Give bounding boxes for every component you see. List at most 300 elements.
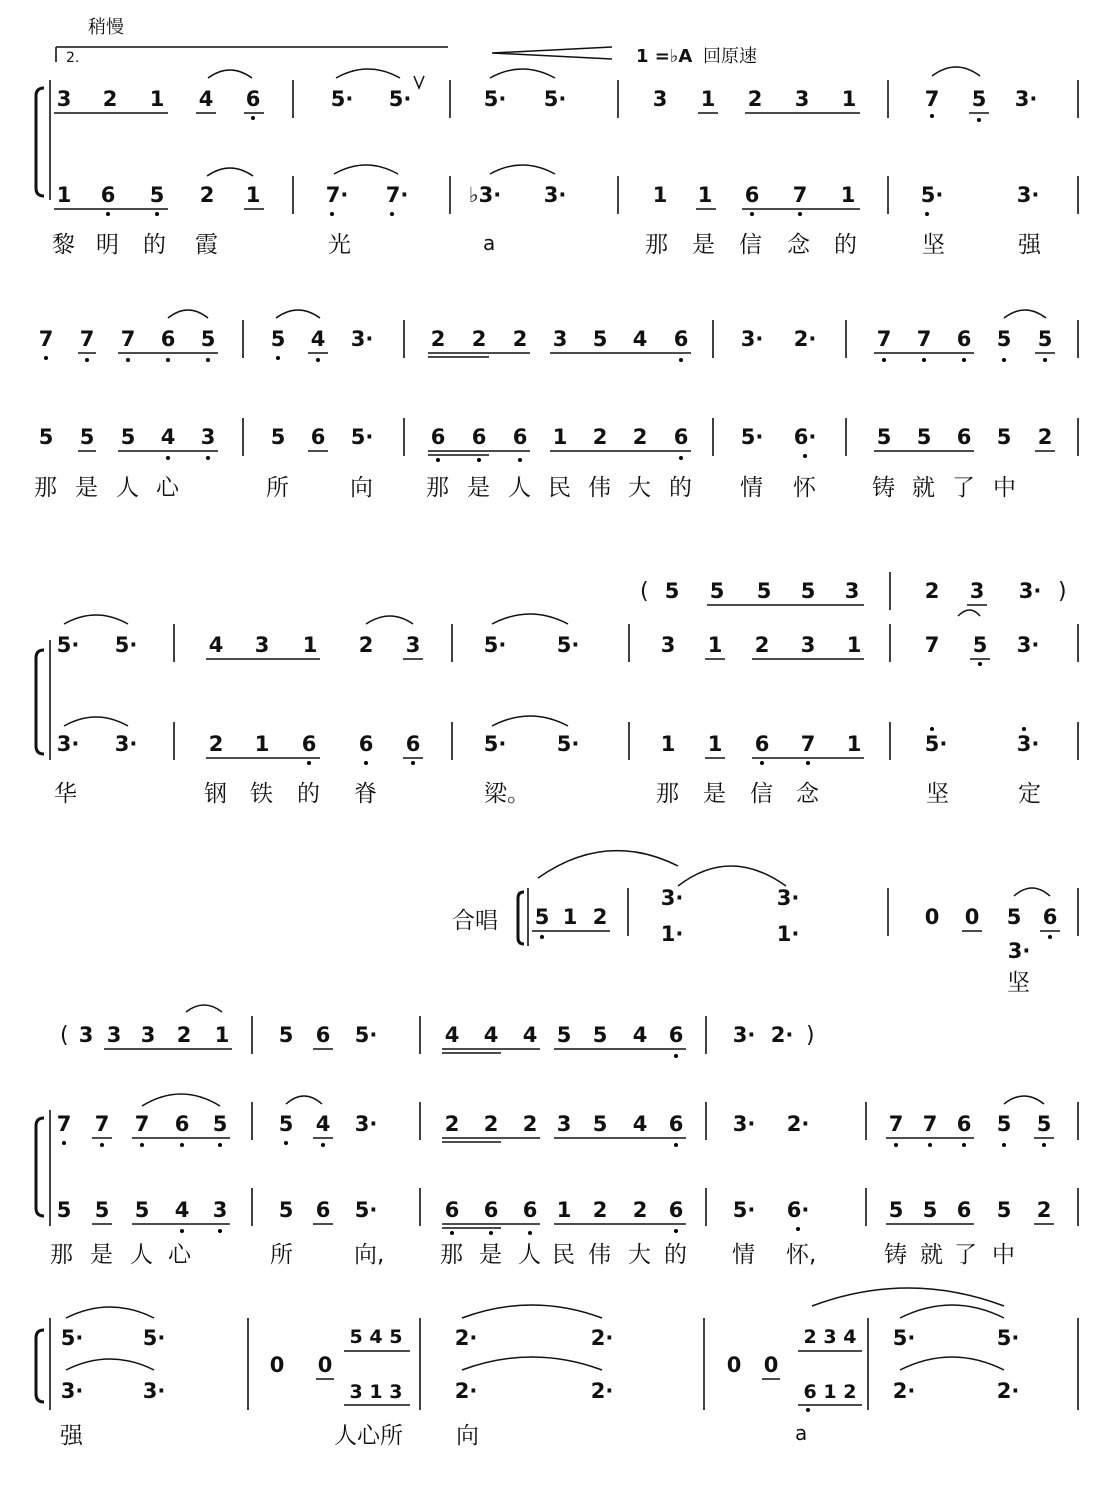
- note: 4: [208, 633, 224, 657]
- note: 1: [552, 425, 568, 449]
- slur: [492, 716, 568, 726]
- lyric-syllable: 光: [328, 232, 351, 258]
- note: 3: [106, 1023, 122, 1047]
- note: 4: [522, 1023, 538, 1047]
- note: 5·: [556, 732, 580, 756]
- octave-dot: [978, 662, 982, 666]
- note: 3·: [776, 886, 800, 910]
- note: 2: [199, 183, 215, 207]
- octave-dot: [760, 761, 764, 765]
- note: 6: [668, 1198, 684, 1222]
- note: 2·: [996, 1379, 1020, 1403]
- octave-dot: [518, 458, 522, 462]
- note: 5: [94, 1198, 110, 1222]
- slur: [276, 310, 320, 318]
- note: 2: [632, 1198, 648, 1222]
- octave-dot: [674, 1143, 678, 1147]
- octave-dot: [1002, 358, 1006, 362]
- note: 3·: [350, 327, 374, 351]
- note: 2·: [590, 1379, 614, 1403]
- octave-dot: [1043, 358, 1047, 362]
- note: 7: [916, 327, 932, 351]
- note: 2: [1037, 425, 1053, 449]
- octave-dot: [106, 212, 110, 216]
- note: 3·: [543, 183, 567, 207]
- note: 6·: [793, 425, 817, 449]
- note: 5: [1006, 905, 1022, 929]
- note: 3: [800, 633, 816, 657]
- note: 6: [956, 425, 972, 449]
- note: 3·: [56, 732, 80, 756]
- decrescendo-mark: [492, 47, 612, 59]
- note: 5: [534, 905, 550, 929]
- note: 1·: [660, 922, 684, 946]
- octave-dot: [364, 761, 368, 765]
- lyric-syllable: 就: [920, 1242, 943, 1268]
- octave-dot: [206, 358, 210, 362]
- system-4-chorus: [452, 851, 1078, 996]
- lyric-syllable: 是: [467, 475, 490, 501]
- note: 6: [668, 1023, 684, 1047]
- note: 2: [592, 425, 608, 449]
- note: 4: [315, 1112, 331, 1136]
- lyric-syllable: 民: [548, 475, 571, 501]
- note: 1: [562, 905, 578, 929]
- note: 4: [444, 1023, 460, 1047]
- note: 5: [876, 425, 892, 449]
- note: 3·: [732, 1112, 756, 1136]
- octave-dot: [882, 358, 886, 362]
- note: 6: [245, 87, 261, 111]
- slur: [168, 310, 208, 318]
- note: 7: [134, 1112, 150, 1136]
- note: 2·: [454, 1326, 478, 1350]
- parenthesis: (: [60, 1023, 69, 1048]
- slur: [538, 851, 678, 878]
- note: 5·: [330, 87, 354, 111]
- octave-dot: [798, 212, 802, 216]
- lyric-syllable: 坚: [1007, 970, 1030, 996]
- note: 5·: [354, 1198, 378, 1222]
- note: 2: [512, 327, 528, 351]
- note: 6: [430, 425, 446, 449]
- note: 5·: [114, 633, 138, 657]
- octave-dot: [166, 456, 170, 460]
- lyric-syllable: 那: [426, 475, 449, 501]
- top-staff: [57, 1094, 1054, 1147]
- note: 2: [208, 732, 224, 756]
- octave-dot: [679, 358, 683, 362]
- note: 2: [471, 327, 487, 351]
- lyric-syllable: 人: [518, 1242, 541, 1268]
- note: 1: [245, 183, 261, 207]
- lyric-syllable: 了: [952, 475, 975, 501]
- note: 6: [301, 732, 317, 756]
- lyric-syllable: 那: [440, 1242, 463, 1268]
- note: 7: [888, 1112, 904, 1136]
- slur: [186, 1005, 222, 1012]
- note: 5·: [556, 633, 580, 657]
- lyric-syllable: 中: [993, 475, 1016, 501]
- note: 6: [358, 732, 374, 756]
- slur: [900, 1357, 1004, 1370]
- note: 2: [754, 633, 770, 657]
- lyric-syllable: 大: [628, 475, 651, 501]
- note: 7: [876, 327, 892, 351]
- note: 6: [1042, 905, 1058, 929]
- note: 6: [754, 732, 770, 756]
- system-2: [34, 310, 1078, 501]
- bottom-staff: [57, 1198, 1054, 1235]
- octave-dot: [218, 1229, 222, 1233]
- note: 5: [592, 1023, 608, 1047]
- lyric-syllable: a: [483, 231, 496, 255]
- note: 6: [405, 732, 421, 756]
- note: 5: [709, 579, 725, 603]
- note: 5·: [388, 87, 412, 111]
- octave-dot: [44, 356, 48, 360]
- lyric-syllable: 人心所: [334, 1423, 403, 1449]
- instrumental-line-above: [60, 1005, 815, 1058]
- lyric-syllable: 所: [266, 475, 289, 501]
- note: 1: [840, 183, 856, 207]
- octave-dot: [679, 456, 683, 460]
- note: 3·: [354, 1112, 378, 1136]
- staff-bracket: [36, 1330, 44, 1402]
- lyric-syllable: 向,: [354, 1242, 385, 1268]
- note: 5·: [483, 633, 507, 657]
- lyric-syllable: 中: [992, 1242, 1015, 1268]
- note: 2: [632, 425, 648, 449]
- slur: [208, 70, 252, 78]
- note: 5·: [354, 1023, 378, 1047]
- lyric-syllable: 信: [750, 781, 773, 807]
- octave-dot: [390, 212, 394, 216]
- note: 5: [996, 425, 1012, 449]
- note: 5: [971, 87, 987, 111]
- note: 1: [846, 732, 862, 756]
- note: 5: [664, 579, 680, 603]
- note: 2: [483, 1112, 499, 1136]
- slur: [958, 610, 980, 616]
- note: 1: [556, 1198, 572, 1222]
- lyrics-row: [34, 475, 1016, 501]
- note: 3: [212, 1198, 228, 1222]
- lyric-syllable: 大: [628, 1242, 651, 1268]
- slur: [64, 615, 128, 624]
- note: 5: [200, 327, 216, 351]
- note: 3: [56, 87, 72, 111]
- octave-dot: [180, 1143, 184, 1147]
- note: 5: [120, 425, 136, 449]
- lyric-syllable: 梁。: [484, 781, 530, 807]
- staff-bracket: [36, 650, 44, 754]
- note: 1: [697, 183, 713, 207]
- note: 1: [214, 1023, 230, 1047]
- note: 5·: [56, 633, 80, 657]
- note: 3: [652, 87, 668, 111]
- lyric-syllable: 怀: [793, 475, 816, 501]
- note: 7·: [385, 183, 409, 207]
- lyrics-row: [54, 781, 1041, 807]
- octave-dot: [155, 212, 159, 216]
- volta-number: 2.: [66, 50, 80, 66]
- lyric-syllable: 了: [954, 1242, 977, 1268]
- note: 4: [632, 1112, 648, 1136]
- note: 3: [660, 633, 676, 657]
- system-6: [36, 1288, 1078, 1449]
- octave-dot: [180, 1229, 184, 1233]
- note: 5: [916, 425, 932, 449]
- lyric-syllable: 那: [34, 475, 57, 501]
- slur: [207, 168, 253, 176]
- note: 0: [964, 905, 980, 929]
- chorus-label: 合唱: [452, 908, 498, 934]
- bottom-staff: [54, 165, 1039, 216]
- octave-dot: [977, 118, 981, 122]
- note: 2 3 4: [803, 1326, 857, 1348]
- octave-dot: [796, 1227, 800, 1231]
- lyric-syllable: 铸: [884, 1242, 907, 1268]
- lyric-syllable: 是: [692, 232, 715, 258]
- slur: [286, 1096, 322, 1104]
- octave-dot: [750, 212, 754, 216]
- note: 5: [922, 1198, 938, 1222]
- note: 2: [592, 905, 608, 929]
- lyric-syllable: 是: [75, 475, 98, 501]
- note: 3: [200, 425, 216, 449]
- slur: [462, 1305, 602, 1318]
- note: 6: [512, 425, 528, 449]
- note: 3: [969, 579, 985, 603]
- slur: [366, 616, 413, 624]
- note: 7: [792, 183, 808, 207]
- note: 6: [100, 183, 116, 207]
- note: 5: [270, 327, 286, 351]
- note: 7: [120, 327, 136, 351]
- note: 3·: [1016, 183, 1040, 207]
- note: 5 4 5: [349, 1326, 403, 1348]
- parenthesis: ): [806, 1023, 815, 1048]
- note: 7: [94, 1112, 110, 1136]
- lyric-syllable: 铸: [872, 475, 895, 501]
- octave-dot: [489, 1231, 493, 1235]
- note: 2: [358, 633, 374, 657]
- note: 5: [149, 183, 165, 207]
- note: 4: [198, 87, 214, 111]
- staff-bracket: [36, 88, 44, 196]
- lyric-syllable: 是: [479, 1242, 502, 1268]
- lyric-syllable: 人: [508, 475, 531, 501]
- slur: [490, 165, 555, 174]
- note: 3: [140, 1023, 156, 1047]
- note: 2·: [590, 1326, 614, 1350]
- note: 5: [79, 425, 95, 449]
- octave-dot: [1002, 1143, 1006, 1147]
- lyric-syllable: 的: [834, 232, 857, 258]
- note: 1: [700, 87, 716, 111]
- lyric-syllable: 心: [168, 1242, 191, 1268]
- lyric-syllable: 的: [664, 1242, 687, 1268]
- lyric-syllable: 定: [1018, 781, 1041, 807]
- note: 5·: [924, 732, 948, 756]
- octave-dot: [674, 1054, 678, 1058]
- note: 3: [552, 327, 568, 351]
- octave-dot: [928, 1143, 932, 1147]
- note: 1: [846, 633, 862, 657]
- system-5: [36, 1005, 1078, 1268]
- parenthesis: (: [640, 579, 649, 604]
- lyric-syllable: 人: [130, 1242, 153, 1268]
- note: 5: [996, 1198, 1012, 1222]
- slur: [64, 717, 128, 726]
- note: 1: [707, 732, 723, 756]
- note: 3: [794, 87, 810, 111]
- octave-dot: [962, 1143, 966, 1147]
- note: 5·: [142, 1326, 166, 1350]
- note: 7·: [325, 183, 349, 207]
- note: 5: [134, 1198, 150, 1222]
- note: 7: [922, 1112, 938, 1136]
- note: 5·: [892, 1326, 916, 1350]
- staff-bracket: [36, 1118, 44, 1216]
- note: 5·: [732, 1198, 756, 1222]
- note: 5·: [996, 1326, 1020, 1350]
- lyric-syllable: 脊: [354, 781, 377, 807]
- octave-dot: [276, 356, 280, 360]
- octave-dot: [528, 1231, 532, 1235]
- lyrics-row: [52, 231, 1042, 258]
- note: 6: [444, 1198, 460, 1222]
- lyric-syllable: 那: [645, 232, 668, 258]
- note: 3: [254, 633, 270, 657]
- lyric-syllable: 华: [54, 781, 77, 807]
- octave-dot: [436, 458, 440, 462]
- note: 6: [315, 1198, 331, 1222]
- lyric-syllable: 情: [740, 475, 763, 501]
- note: 4: [632, 327, 648, 351]
- note: 5: [800, 579, 816, 603]
- note: 3·: [1018, 579, 1042, 603]
- note: 7: [800, 732, 816, 756]
- note: 5: [996, 327, 1012, 351]
- note: 2: [444, 1112, 460, 1136]
- note: 3·: [142, 1379, 166, 1403]
- octave-dot: [218, 1143, 222, 1147]
- octave-dot: [251, 116, 255, 120]
- note: 3·: [660, 886, 684, 910]
- note: 6: [956, 1112, 972, 1136]
- tempo-return: 回原速: [703, 46, 757, 67]
- note: 4: [632, 1023, 648, 1047]
- note: 5·: [350, 425, 374, 449]
- note: 5: [212, 1112, 228, 1136]
- note: 5: [592, 327, 608, 351]
- note: 0: [763, 1353, 779, 1377]
- note: 6: [315, 1023, 331, 1047]
- instrumental-line-above: [640, 572, 1067, 610]
- octave-dot: [411, 761, 415, 765]
- note: 5: [278, 1023, 294, 1047]
- octave-dot: [806, 761, 810, 765]
- note: 7: [56, 1112, 72, 1136]
- note: 2: [430, 327, 446, 351]
- lyric-syllable: 情: [732, 1242, 755, 1268]
- note: 6: [160, 327, 176, 351]
- note: 5: [38, 425, 54, 449]
- slur: [336, 69, 400, 78]
- octave-dot: [166, 358, 170, 362]
- note: 3: [844, 579, 860, 603]
- lyric-syllable: 怀,: [786, 1242, 817, 1268]
- note: 6: [471, 425, 487, 449]
- slur: [490, 69, 555, 78]
- bottom-staff: [57, 716, 1040, 765]
- note: 3·: [60, 1379, 84, 1403]
- octave-dot: [316, 358, 320, 362]
- note: 2: [176, 1023, 192, 1047]
- note: 1·: [776, 922, 800, 946]
- note: 2·: [786, 1112, 810, 1136]
- lyric-syllable: 伟: [588, 1242, 611, 1268]
- note: 2·: [770, 1023, 794, 1047]
- parenthesis: ): [1058, 579, 1067, 604]
- slur: [462, 1357, 602, 1370]
- note: 5·: [483, 732, 507, 756]
- note: 6: [483, 1198, 499, 1222]
- lyric-syllable: 强: [60, 1423, 83, 1449]
- octave-dot: [894, 1143, 898, 1147]
- octave-dot: [962, 358, 966, 362]
- note: 5: [1037, 327, 1053, 351]
- tempo-mark: 稍慢: [88, 17, 124, 38]
- lyric-syllable: 是: [703, 781, 726, 807]
- lyric-syllable: 强: [1018, 232, 1041, 258]
- slur: [678, 866, 786, 886]
- lyric-syllable: 是: [90, 1242, 113, 1268]
- note: 6: [668, 1112, 684, 1136]
- lyric-syllable: 铁: [250, 781, 273, 807]
- lyric-syllable: 坚: [926, 781, 949, 807]
- slur: [1004, 310, 1046, 318]
- note: 6 1 2: [803, 1381, 857, 1403]
- lyric-syllable: 那: [50, 1242, 73, 1268]
- slur: [932, 67, 980, 76]
- slur: [334, 165, 398, 174]
- note: 1: [660, 732, 676, 756]
- octave-dot: [100, 1143, 104, 1147]
- octave-dot: [307, 761, 311, 765]
- octave-dot: [674, 1229, 678, 1233]
- note: 7: [38, 327, 54, 351]
- lyric-syllable: 霞: [195, 232, 218, 258]
- note: 1: [707, 633, 723, 657]
- top-staff: [39, 310, 1055, 362]
- top-staff: [54, 67, 1037, 122]
- key-signature: 1 =♭A: [636, 46, 693, 67]
- lyric-syllable: 念: [796, 781, 819, 807]
- octave-dot: [930, 114, 934, 118]
- note: 2: [102, 87, 118, 111]
- octave-dot: [477, 458, 481, 462]
- note: 0: [317, 1353, 333, 1377]
- note: 6: [174, 1112, 190, 1136]
- note: 6: [673, 327, 689, 351]
- octave-dot: [1042, 1143, 1046, 1147]
- note: 4: [160, 425, 176, 449]
- note: 7: [79, 327, 95, 351]
- note: 5: [56, 1198, 72, 1222]
